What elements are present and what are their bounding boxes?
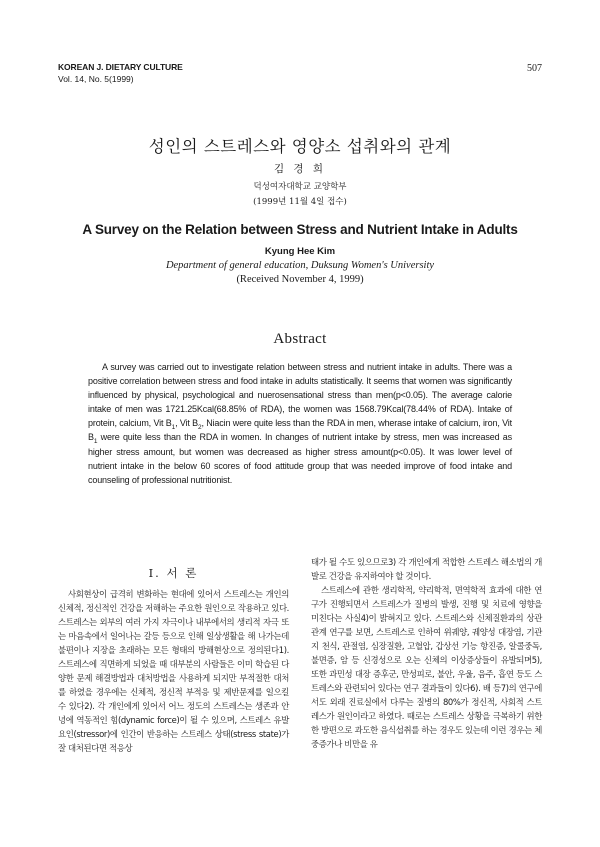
section-title-introduction: I. 서 론 xyxy=(148,566,199,580)
korean-received-date: (1999년 11월 4일 접수) xyxy=(253,197,347,207)
intro-paragraph-1-continued: 태가 될 수도 있으므로3) 각 개인에게 적합한 스트레스 해소법의 개발로 건강을 유지하여야 할 것이다. xyxy=(311,557,542,581)
abstract-heading: Abstract xyxy=(273,331,327,347)
english-affiliation: Department of general education, Duksung Women's University xyxy=(165,260,435,271)
journal-name: KOREAN J. DIETARY CULTURE xyxy=(58,62,183,72)
body-right-column xyxy=(311,555,542,751)
korean-affiliation: 덕성여자대학교 교양학부 xyxy=(253,182,347,192)
intro-paragraph-1: 사회현상이 급격히 변화하는 현대에 있어서 스트레스는 개인의 신체적, 정신적인 건강을 저해하는 주요한 원인으로 작용하고 있다. 스트레스는 외부의 여러 가지 자극이나 내부에서의 생리적 자극 또는 마음속에서 일어나는 갈등 등으로 인해 일상생활을 해 나가는데 불편이나 지장을 초래하는 모든 형태의 방해현상으로 정의된다1). 스트레스에 직면하게 되었을 때 대부분의 사람들은 이미 학습된 다양한 문제 해결방법과 대처방법을 사용하게 되지만 부적절한 대처를 하였을 경우에는 신체적, 정신적 부적응 및 제반문제를 일으킬 수 있다2). 각 개인에게 있어서 어느 정도의 스트레스는 생존과 안녕에 역동적인 힘(dynamic force)이 될 수 있으며, 스트레스 유발요인(stressor)에 인간이 반응하는 스트레스 상태(stress state)가 잘 대처된다면 적응상 xyxy=(58,589,289,753)
journal-header xyxy=(58,61,183,85)
english-title: A Survey on the Relation between Stress and Nutrient Intake in Adults xyxy=(82,222,518,237)
abstract-body: A survey was carried out to investigate relation between stress and nutrient intake in adults. There was a positive correlation between stress and food intake in adults statistically. It seems that women was significantly influenced by physical, psychological and nuerosensational stress than men(p<0.05). The average calorie intake of men was 1721.25Kcal(68.85% of RDA), the women was 1568.79Kcal(78.44% of RDA). Intake of protein, calcium, Vit $B_1$, Vit $B_2$, Niacin were quite less than the RDA in men, wherase intake of calcium, iron, Vit $B_1$ were quite less than the RDA in women. In changes of nutrient intake by stress, men was increased as higher stress amount, but women was decreased as higher stress amount(p<0.05). It was lower level of nutrient intake in the below 60 scores of food attitude group that was needed improve of food intake and counseling of professional nutritionist. xyxy=(88,362,512,485)
intro-paragraph-2: 스트레스에 관한 생리학적, 약리학적, 면역학적 효과에 대한 연구가 진행되면서 스트레스가 질병의 발생, 진행 및 치료에 영향을 미친다는 사실4)이 밝혀지고 있다. 스트레스와 신체질환과의 상관관계 연구를 보면, 스트레스로 인하여 위궤양, 궤양성 대장염, 기관지 천식, 관절염, 심장질환, 고혈압, 갑상선 기능 항진증, 알콜중독, 불면증, 암 등 신경성으로 오는 신체의 이상증상들이 유발되며5), 또한 과민성 대장 증후군, 만성피로, 불안, 우울, 음주, 흡연 등도 스트레스와 관련되어 있다는 연구 결과들이 있다6). 배 등7)의 연구에서도 외래 진료실에서 다루는 질병의 80%가 정신적, 사회적 스트레스가 원인이라고 하였다. 때로는 스트레스 상황을 극복하기 위한 한 방편으로 과도한 음식섭취를 하는 경우도 있는데 이런 경우는 체중증가나 비만을 유 xyxy=(311,585,542,749)
korean-author: 김 경 희 xyxy=(273,163,327,175)
page-number: 507 xyxy=(527,63,542,74)
journal-volume: Vol. 14, No. 5(1999) xyxy=(58,74,134,84)
english-received-date: (Received November 4, 1999) xyxy=(236,274,364,285)
body-left-column xyxy=(58,587,289,755)
korean-title: 성인의 스트레스와 영양소 섭취와의 관계 xyxy=(148,137,452,156)
english-author: Kyung Hee Kim xyxy=(264,246,336,257)
